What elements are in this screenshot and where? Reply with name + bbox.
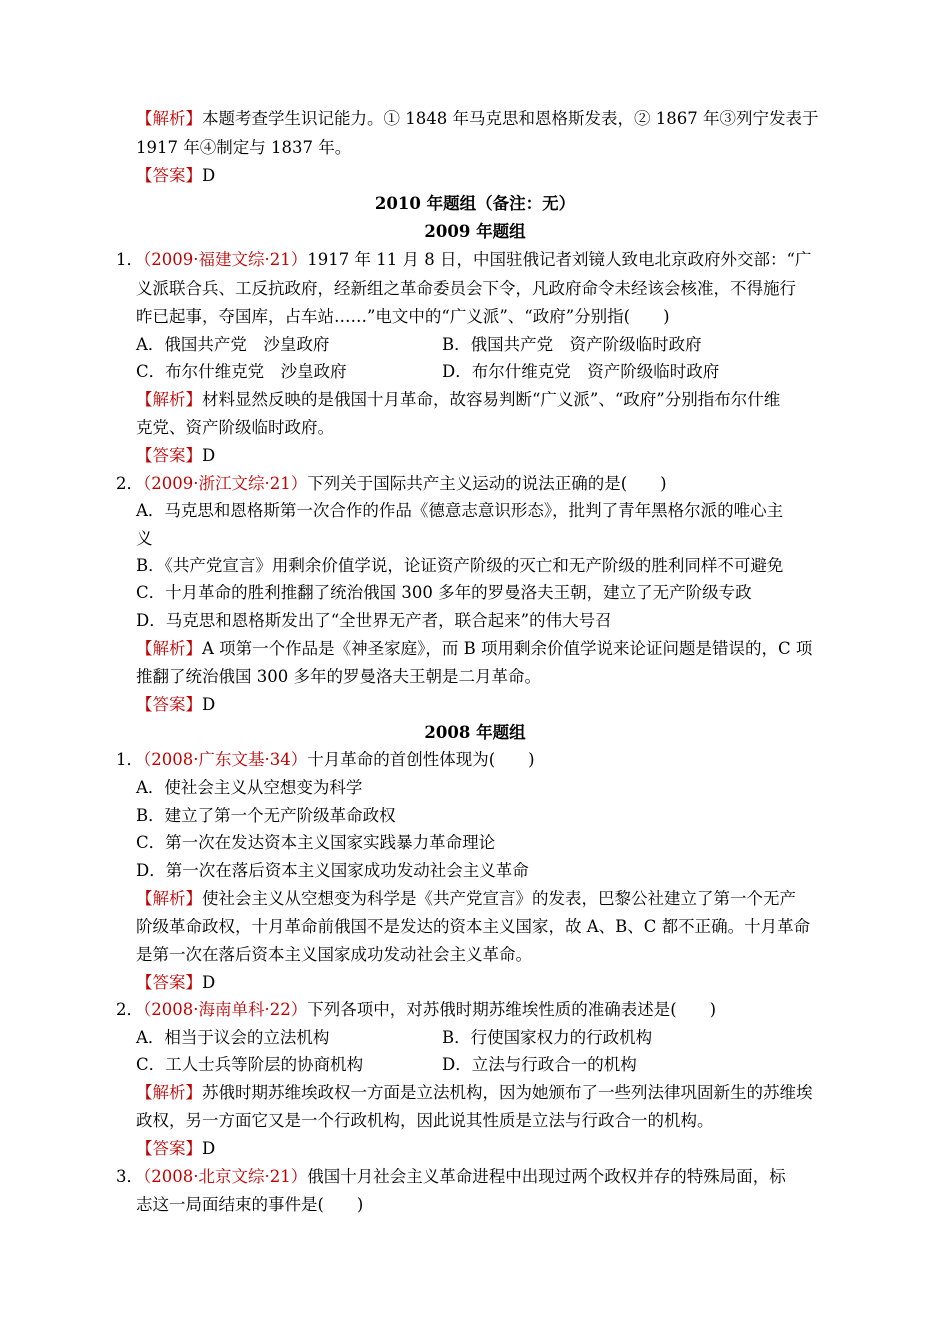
- question-source: （2008·广东文基·34）: [143, 750, 308, 769]
- q2009-2-option-a-line-2: 义: [136, 529, 153, 548]
- q2008-1-option-b: B．建立了第一个无产阶级革命政权: [136, 806, 396, 825]
- question-source: （2009·福建文综·21）: [143, 250, 308, 269]
- q2009-2-option-c: C．十月革命的胜利推翻了统治俄国 300 多年的罗曼洛夫王朝，建立了无产阶级专政: [136, 583, 752, 602]
- q2009-1-line-3: 昨已起事，夺国库，占车站……”电文中的“广义派”、“政府”分别指( ): [136, 307, 670, 326]
- q2009-2-option-d: D．马克思和恩格斯发出了“全世界无产者，联合起来”的伟大号召: [136, 611, 612, 630]
- heading-2009: 2009 年题组: [424, 222, 526, 241]
- q2008-1-analysis-line-3: 是第一次在落后资本主义国家成功发动社会主义革命。: [136, 945, 532, 964]
- q2009-1-line-1: 1．（2009·福建文综·21）1917 年 11 月 8 日，中国驻俄记者刘镜人致电北京政府外交部：“广: [116, 250, 812, 269]
- analysis-label: 【解析】: [136, 639, 202, 658]
- heading-2010: 2010 年题组（备注：无）: [374, 194, 576, 213]
- q2009-2-option-a-line-1: A．马克思和恩格斯第一次合作的作品《德意志意识形态》，批判了青年黑格尔派的唯心主: [136, 501, 784, 520]
- answer-label: 【答案】: [136, 446, 202, 465]
- q2008-2-analysis-line-1: 【解析】苏俄时期苏维埃政权一方面是立法机构，因为她颁布了一些列法律巩固新生的苏维埃: [136, 1083, 813, 1102]
- q2008-3-line-2: 志这一局面结束的事件是( ): [136, 1195, 364, 1214]
- q2008-1-option-a: A．使社会主义从空想变为科学: [136, 778, 363, 797]
- intro-analysis-line-1: 【解析】本题考查学生识记能力。① 1848 年马克思和恩格斯发表，② 1867 年③列宁发表于: [136, 109, 819, 128]
- question-source: （2009·浙江文综·21）: [143, 474, 308, 493]
- q2008-1-answer: 【答案】D: [136, 973, 216, 992]
- q2009-1-answer: 【答案】D: [136, 446, 216, 465]
- q2008-2-option-d: D．立法与行政合一的机构: [442, 1055, 637, 1074]
- q2008-2-stem: 2．（2008·海南单科·22）下列各项中，对苏俄时期苏维埃性质的准确表述是( ): [116, 1000, 717, 1019]
- q2009-1-option-c: C．布尔什维克党 沙皇政府: [136, 362, 347, 381]
- q2008-2-analysis-line-2: 政权，另一方面它又是一个行政机构，因此说其性质是立法与行政合一的机构。: [136, 1111, 714, 1130]
- q2008-1-stem: 1．（2008·广东文基·34）十月革命的首创性体现为( ): [116, 750, 535, 769]
- q2008-1-option-d: D．第一次在落后资本主义国家成功发动社会主义革命: [136, 861, 529, 880]
- q2009-1-option-b: B．俄国共产党 资产阶级临时政府: [442, 335, 702, 354]
- answer-label: 【答案】: [136, 166, 202, 185]
- intro-answer: 【答案】D: [136, 166, 216, 185]
- analysis-label: 【解析】: [136, 889, 202, 908]
- q2009-2-answer: 【答案】D: [136, 695, 216, 714]
- q2008-2-option-b: B．行使国家权力的行政机构: [442, 1028, 653, 1047]
- q2009-2-analysis-line-1: 【解析】A 项第一个作品是《神圣家庭》，而 B 项用剩余价值学说来论证问题是错误的，C 项: [136, 639, 813, 658]
- q2008-3-line-1: 3．（2008·北京文综·21）俄国十月社会主义革命进程中出现过两个政权并存的特殊局面，标: [116, 1167, 786, 1186]
- analysis-label: 【解析】: [136, 109, 202, 128]
- q2008-2-answer: 【答案】D: [136, 1139, 216, 1158]
- q2008-1-analysis-line-1: 【解析】使社会主义从空想变为科学是《共产党宣言》的发表，巴黎公社建立了第一个无产: [136, 889, 796, 908]
- analysis-label: 【解析】: [136, 390, 202, 409]
- heading-2008: 2008 年题组: [424, 723, 526, 742]
- answer-label: 【答案】: [136, 1139, 202, 1158]
- q2008-1-option-c: C．第一次在发达资本主义国家实践暴力革命理论: [136, 833, 496, 852]
- question-source: （2008·海南单科·22）: [143, 1000, 308, 1019]
- question-source: （2008·北京文综·21）: [143, 1167, 308, 1186]
- q2009-2-option-b: B．《共产党宣言》用剩余价值学说，论证资产阶级的灭亡和无产阶级的胜利同样不可避免: [136, 556, 784, 575]
- q2009-1-option-a: A．俄国共产党 沙皇政府: [136, 335, 330, 354]
- answer-label: 【答案】: [136, 973, 202, 992]
- q2009-1-analysis-line-2: 克党、资产阶级临时政府。: [136, 418, 334, 437]
- q2008-1-analysis-line-2: 阶级革命政权，十月革命前俄国不是发达的资本主义国家，故 A、B、C 都不正确。十月革命: [136, 917, 811, 936]
- q2009-2-stem: 2．（2009·浙江文综·21）下列关于国际共产主义运动的说法正确的是( ): [116, 474, 667, 493]
- intro-analysis-line-2: 1917 年④制定与 1837 年。: [136, 138, 352, 157]
- q2009-2-analysis-line-2: 推翻了统治俄国 300 多年的罗曼洛夫王朝是二月革命。: [136, 667, 541, 686]
- q2009-1-line-2: 义派联合兵、工反抗政府，经新组之革命委员会下令，凡政府命令未经该会核准，不得施行: [136, 279, 796, 298]
- analysis-label: 【解析】: [136, 1083, 202, 1102]
- q2009-1-option-d: D．布尔什维克党 资产阶级临时政府: [442, 362, 720, 381]
- q2008-2-option-a: A．相当于议会的立法机构: [136, 1028, 330, 1047]
- q2009-1-analysis-line-1: 【解析】材料显然反映的是俄国十月革命，故容易判断“广义派”、“政府”分别指布尔什维: [136, 390, 781, 409]
- q2008-2-option-c: C．工人士兵等阶层的协商机构: [136, 1055, 364, 1074]
- answer-label: 【答案】: [136, 695, 202, 714]
